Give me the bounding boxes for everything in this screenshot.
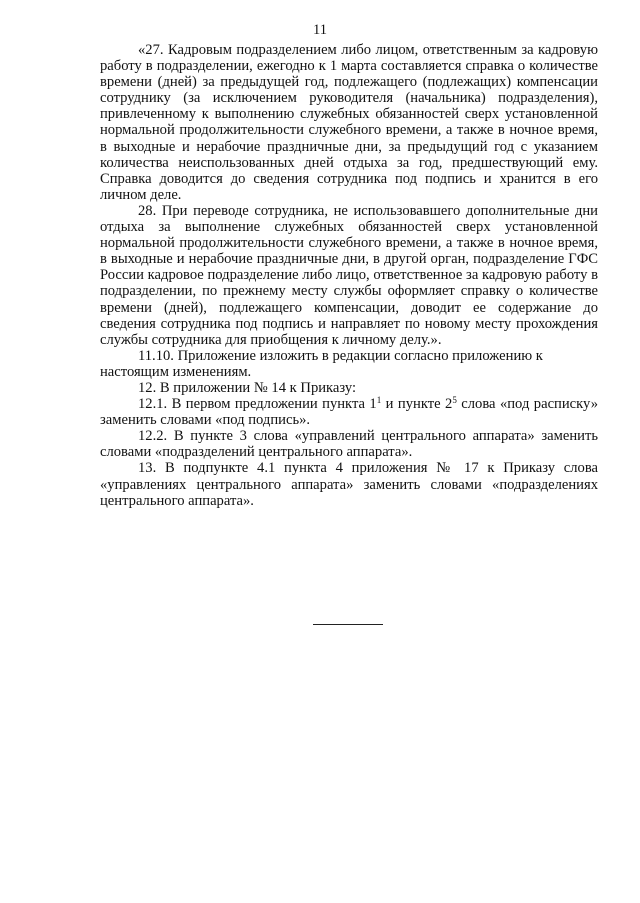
paragraph-13: 13. В подпункте 4.1 пункта 4 приложения № 17 к Приказу слова «управлениях центрального аппарата» заменить словами «подразделениях центрального аппарата».: [100, 460, 598, 509]
paragraph-12-1-part2: и пункте 2: [381, 396, 453, 413]
paragraph-11-10: 11.10. Приложение изложить в редакции согласно приложению к настоящим изменениям.: [100, 347, 543, 380]
superscript-1: 1: [376, 395, 382, 406]
document-body: [100, 42, 598, 509]
paragraph-28: 28. При переводе сотрудника, не использовавшего дополнительные дни отдыха за выполнение служебных обязанностей сверх установленной нормальной продолжительности служебного времени, а также в ночное время, в выходные и нерабочие праздничные дни, в другой орган, подразделение ГФС России кадровое подразделение либо лицо, ответственное за кадровую работу в подразделении, по прежнему месту службы оформляет справку о количестве времени (дней), подлежащего компенсации, доводит ее содержание до сведения сотрудника под подпись и направляет по новому месту прохождения службы сотрудника для приобщения к личному делу.».: [100, 202, 598, 348]
paragraph-12-2: 12.2. В пункте 3 слова «управлений центрального аппарата» заменить словами «подразделений центрального аппарата».: [100, 428, 598, 461]
paragraph-12-1-part1: 12.1. В первом предложении пункта 1: [138, 396, 377, 413]
paragraph-12-1-part3: слова «под расписку» заменить словами «под подпись».: [100, 396, 598, 429]
paragraph-12: 12. В приложении № 14 к Приказу:: [138, 379, 357, 396]
paragraph-27: «27. Кадровым подразделением либо лицом, ответственным за кадровую работу в подразделении, ежегодно к 1 марта составляется справка о количестве времени (дней) за предыдущей год, подлежащего (подлежащих) компенсации сотруднику (за исключением руководителя (начальника) подразделения), привлеченному к выполнению служебных обязанностей сверх установленной нормальной продолжительности служебного времени, а также в ночное время, в выходные и нерабочие праздничные дни, за предыдущий год с указанием количества неиспользованных дней отдыха за год, предшествующий ему. Справка доводится до сведения сотрудника под подпись и хранится в его личном деле.: [100, 42, 598, 203]
superscript-5: 5: [452, 395, 457, 406]
page-number: 11: [313, 22, 327, 38]
paragraph-12-1: [100, 396, 598, 428]
end-divider-line: [313, 624, 383, 625]
